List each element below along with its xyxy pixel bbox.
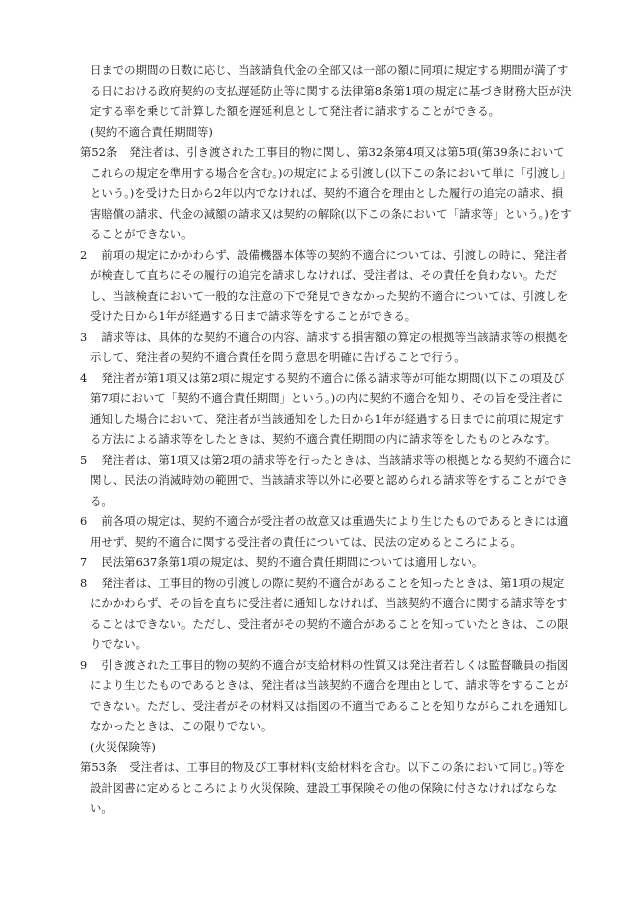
item-9: 9 引き渡された工事目的物の契約不適合が支給材料の性質又は発注者若しくは監督職員の指図により生じたものであるときは、発注者は当該契約不適合を理由として、請求等をすることができない。ただし、受注者がその材料又は指図の不適当であることを知りながらこれを通知しなかったときは、この限りでない。 [80, 657, 569, 733]
item-5: 5 発注者は、第1項又は第2項の請求等を行ったときは、当該請求等の根拠となる契約不適合に関し、民法の消滅時効の範囲で、当該請求等以外に必要と認められる請求等をすることができる。 [80, 452, 572, 508]
paragraph-text: 日までの期間の日数に応じ、当該請負代金の全部又は一部の額に同項に規定する期間が満了する日における政府契約の支払遅延防止等に関する法律第8条第1項の規定に基づき財務大臣が決定する率を乗じて計算した額を遅延利息として発注者に請求することができる。 [90, 63, 572, 118]
article-text: 発注者は、引き渡された工事目的物に関し、第32条第4項又は第5項(第39条においてこれらの規定を準用する場合を含む。)の規定による引渡し(以下この条において単に「引渡し」という。)を受けた日から2年以内でなければ、契約不適合を理由とした履行の追完の請求、損害賠償の請求、代金の減額の請求又は契約の解除(以下この条において「請求等」という。)をすることができない。 [90, 145, 572, 241]
item-text: 請求等は、具体的な契約不適合の内容、請求する損害額の算定の根拠等当該請求等の根拠を示して、発注者の契約不適合責任を問う意思を明確に告げることで行う。 [90, 329, 569, 364]
article-52: 第52条 発注者は、引き渡された工事目的物に関し、第32条第4項又は第5項(第39条においてこれらの規定を準用する場合を含む。)の規定による引渡し(以下この条において単に「引渡し」という。)を受けた日から2年以内でなければ、契約不適合を理由とした履行の追完の請求、損害賠償の請求、代金の減額の請求又は契約の解除(以下この条において「請求等」という。)をすることができない。 [90, 142, 574, 245]
item-3: 3 請求等は、具体的な契約不適合の内容、請求する損害額の算定の根拠等当該請求等の根拠を示して、発注者の契約不適合責任を問う意思を明確に告げることで行う。 [80, 329, 569, 364]
item-text: 発注者は、工事目的物の引渡しの際に契約不適合があることを知ったときは、第1項の規定にかかわらず、その旨を直ちに受注者に通知しなければ、当該契約不適合に関する請求等をすることはできない。ただし、受注者がその契約不適合があることを知っていたときは、この限りでない。 [90, 575, 569, 651]
item-2: 2 前項の規定にかかわらず、設備機器本体等の契約不適合については、引渡しの時に、発注者が検査して直ちにその履行の追完を請求しなければ、受注者は、その責任を負わない。ただし、当該検査において一般的な注意の下で発見できなかった契約不適合については、引渡しを受けた日から1年が経過する日まで請求等をすることができる。 [80, 247, 569, 323]
item-text: 前各項の規定は、契約不適合が受注者の故意又は重過失により生じたものであるときには適用せず、契約不適合に関する受注者の責任については、民法の定めるところによる。 [90, 514, 569, 549]
item-8: 8 発注者は、工事目的物の引渡しの際に契約不適合があることを知ったときは、第1項の規定にかかわらず、その旨を直ちに受注者に通知しなければ、当該契約不適合に関する請求等をすることはできない。ただし、受注者がその契約不適合があることを知っていたときは、この限りでない。 [80, 575, 569, 651]
item-6: 6 前各項の規定は、契約不適合が受注者の故意又は重過失により生じたものであるときには適用せず、契約不適合に関する受注者の責任については、民法の定めるところによる。 [80, 514, 569, 549]
item-7: 7 民法第637条第1項の規定は、契約不適合責任期間については適用しない。 [80, 555, 484, 569]
paragraph-continuation [90, 60, 574, 122]
item-text: 民法第637条第1項の規定は、契約不適合責任期間については適用しない。 [90, 555, 484, 569]
item-text: 前項の規定にかかわらず、設備機器本体等の契約不適合については、引渡しの時に、発注者が検査して直ちにその履行の追完を請求しなければ、受注者は、その責任を負わない。ただし、当該検査において一般的な注意の下で発見できなかった契約不適合については、引渡しを受けた日から1年が経過する日まで請求等をすることができる。 [90, 247, 569, 323]
item-4: 4 発注者が第1項又は第2項に規定する契約不適合に係る請求等が可能な期間(以下この項及び第7項において「契約不適合責任期間」という。)の内に契約不適合を知り、その旨を受注者に通知した場合において、発注者が当該通知をした日から1年が経過する日までに前項に規定する方法による請求等をしたときは、契約不適合責任期間の内に請求等をしたものとみなす。 [80, 370, 565, 446]
article-53: 第53条 受注者は、工事目的物及び工事材料(支給材料を含む。以下この条において同じ。)等を設計図書に定めるところにより火災保険、建設工事保険その他の保険に付さなければならない。 [90, 757, 574, 819]
article-text: 受注者は、工事目的物及び工事材料(支給材料を含む。以下この条において同じ。)等を設計図書に定めるところにより火災保険、建設工事保険その他の保険に付さなければならない。 [90, 760, 566, 815]
article-caption: (火災保険等) [90, 739, 156, 754]
item-text: 発注者は、第1項又は第2項の請求等を行ったときは、当該請求等の根拠となる契約不適合に関し、民法の消滅時効の範囲で、当該請求等以外に必要と認められる請求等をすることができる。 [90, 452, 572, 508]
item-text: 引き渡された工事目的物の契約不適合が支給材料の性質又は発注者若しくは監督職員の指図により生じたものであるときは、発注者は当該契約不適合を理由として、請求等をすることができない。ただし、受注者がその材料又は指図の不適当であることを知りながらこれを通知しなかったときは、この限りでない。 [90, 657, 569, 733]
article-caption: (契約不適合責任期間等) [90, 124, 213, 139]
item-text: 発注者が第1項又は第2項に規定する契約不適合に係る請求等が可能な期間(以下この項及び第7項において「契約不適合責任期間」という。)の内に契約不適合を知り、その旨を受注者に通知した場合において、発注者が当該通知をした日から1年が経過する日までに前項に規定する方法による請求等をしたときは、契約不適合責任期間の内に請求等をしたものとみなす。 [90, 370, 565, 446]
